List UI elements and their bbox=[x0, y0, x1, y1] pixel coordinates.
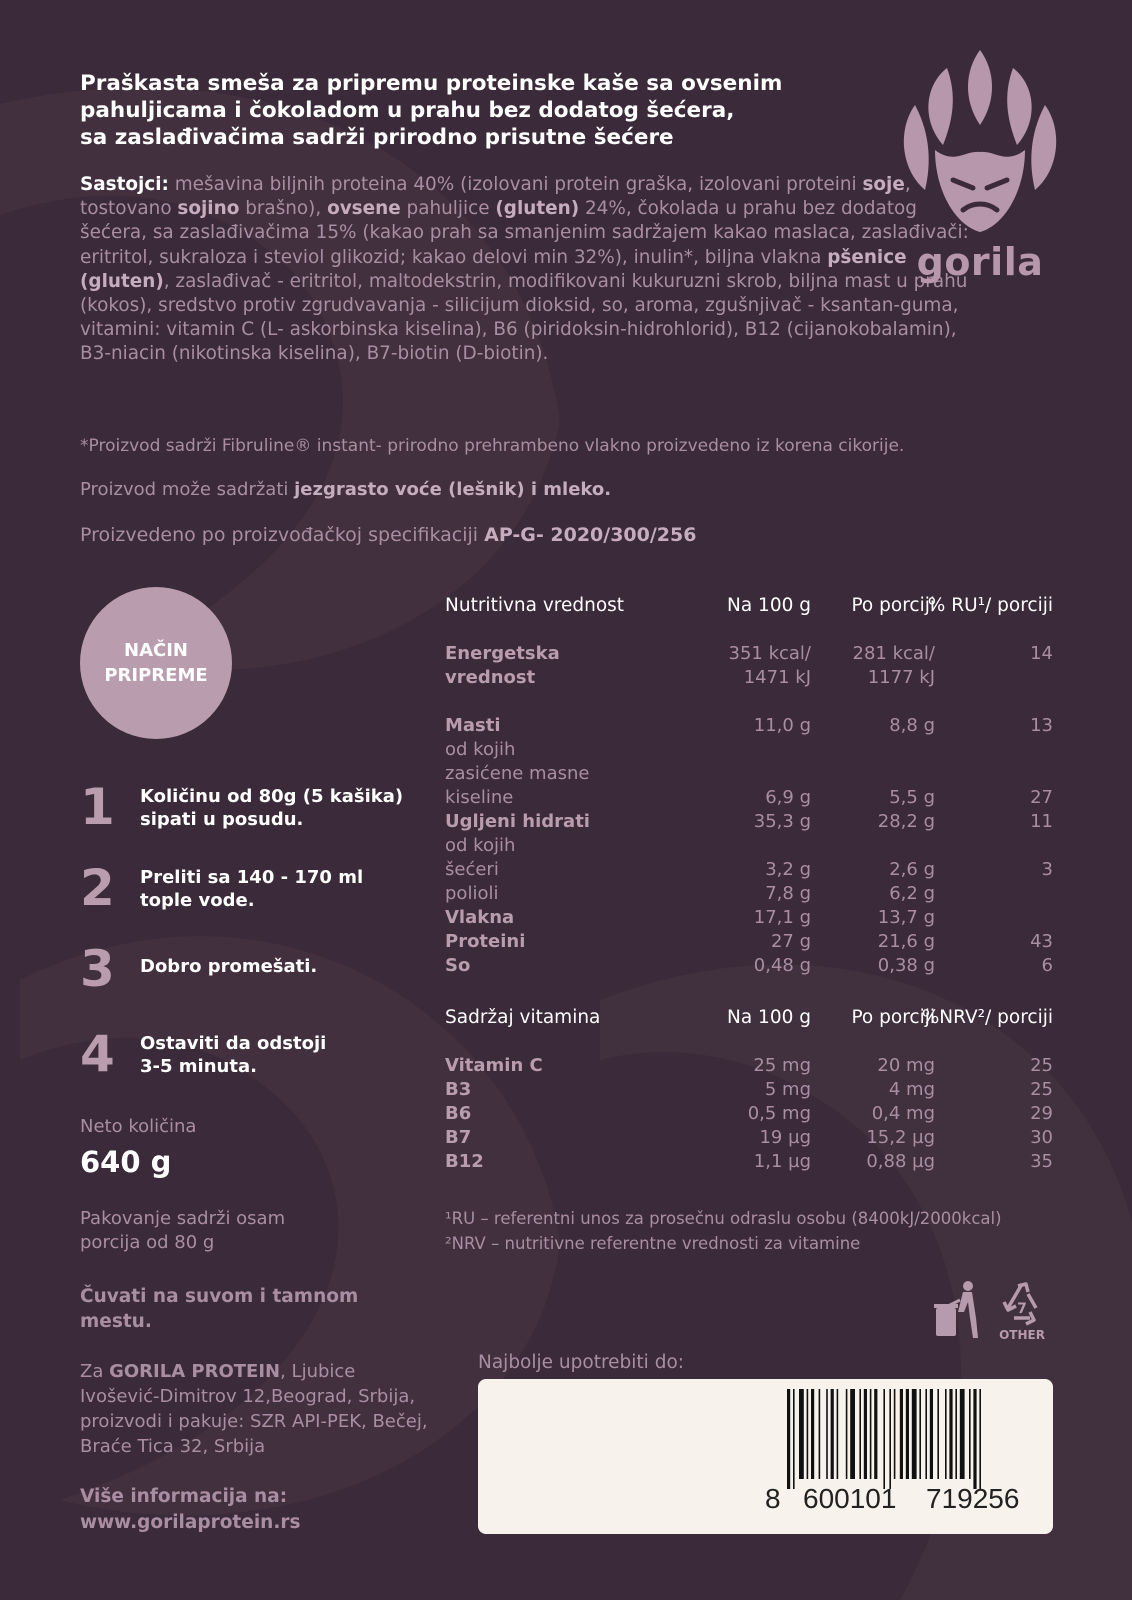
barcode-panel bbox=[478, 1379, 1053, 1534]
preparation-title-line: NAČIN bbox=[124, 640, 188, 661]
step-number: 1 bbox=[80, 778, 115, 836]
producer-brand: GORILA PROTEIN bbox=[109, 1361, 281, 1382]
specification-line bbox=[80, 524, 696, 546]
value-per-portion: 6,2 g bbox=[889, 883, 935, 904]
nutrition-row bbox=[445, 954, 1053, 978]
spec-code: AP-G- 2020/300/256 bbox=[484, 524, 697, 546]
value-per-portion: 15,2 µg bbox=[866, 1127, 935, 1148]
producer-line: Braće Tica 32, Srbija bbox=[80, 1436, 266, 1457]
nutrition-row bbox=[445, 930, 1053, 954]
barcode-bar bbox=[819, 1389, 821, 1479]
nutrition-row bbox=[445, 834, 1053, 858]
more-info-label: Više informacija na: bbox=[80, 1486, 288, 1507]
net-quantity-label: Neto količina bbox=[80, 1116, 197, 1137]
value-per-portion: 2,6 g bbox=[889, 859, 935, 880]
barcode-bar bbox=[826, 1389, 828, 1479]
vitamin-name: B7 bbox=[445, 1127, 472, 1148]
nutrition-row bbox=[445, 642, 1053, 666]
producer-prefix: Za bbox=[80, 1361, 110, 1382]
header-cell: %NRV²/ porciji bbox=[921, 1007, 1053, 1028]
nrv-percent: 30 bbox=[1030, 1127, 1053, 1148]
headline-line: sa zaslađivačima sadrži prirodno prisutne šećere bbox=[80, 125, 674, 150]
preparation-step bbox=[80, 939, 410, 999]
value-per-portion: 281 kcal/ bbox=[852, 643, 935, 664]
ru-percent: 6 bbox=[1041, 955, 1053, 976]
nutrition-row bbox=[445, 858, 1053, 882]
allergen-oats: ovsene bbox=[327, 198, 401, 220]
barcode-bar bbox=[799, 1389, 804, 1479]
value-per-100g: 5 mg bbox=[764, 1079, 811, 1100]
step-number: 3 bbox=[80, 940, 115, 998]
barcode-bar bbox=[837, 1389, 839, 1479]
nutrient-name: vrednost bbox=[445, 667, 536, 688]
value-per-100g: 351 kcal/ bbox=[728, 643, 811, 664]
barcode-bar bbox=[973, 1389, 976, 1489]
barcode-bar bbox=[912, 1389, 917, 1479]
allergen-soy: soje bbox=[862, 174, 905, 195]
header-cell: Sadržaj vitamina bbox=[445, 1007, 601, 1028]
value-per-100g: 1,1 µg bbox=[753, 1151, 811, 1172]
producer-info bbox=[80, 1359, 450, 1459]
barcode-bar bbox=[979, 1389, 981, 1489]
vitamin-name: Vitamin C bbox=[445, 1055, 543, 1076]
barcode-bar bbox=[807, 1389, 809, 1479]
step-text bbox=[140, 955, 430, 978]
brand-logo-text: gorila bbox=[916, 240, 1044, 284]
barcode-bar bbox=[883, 1389, 885, 1489]
nutrient-name: kiseline bbox=[445, 787, 514, 808]
ru-percent: 3 bbox=[1041, 859, 1053, 880]
barcode-digits-left: 600101 bbox=[803, 1483, 897, 1514]
nutrition-row bbox=[445, 906, 1053, 930]
may-contain-note bbox=[80, 479, 611, 500]
barcode-bar bbox=[949, 1389, 952, 1479]
ingredients-text: , zaslađivač - eritritol, maltodekstrin, modifikovani kukuruzni skrob, biljna mast u prahu (kokos), sredstvo protiv zgrudvavanja - silicijum dioksid, so, aroma, zgušnjivač - ksantan-guma, vitamini: vitamin C (L- askorbinska kiselina), B6 (piridoksin-hidrohlorid), B12 (cijanokobalamin), B3-niacin (nikotinska kiselina), B7-biotin (D-biotin). bbox=[80, 270, 968, 365]
producer-line: Ivošević-Dimitrov 12,Beograd, Srbija, bbox=[80, 1386, 416, 1407]
nutrition-row bbox=[445, 810, 1053, 834]
ru-percent: 13 bbox=[1030, 715, 1053, 736]
barcode-digits-right: 719256 bbox=[926, 1483, 1020, 1514]
nutrient-name: Vlakna bbox=[445, 907, 515, 928]
nutrition-row bbox=[445, 666, 1053, 690]
value-per-portion: 5,5 g bbox=[889, 787, 935, 808]
preparation-step bbox=[80, 1024, 410, 1084]
step-text-line: sipati u posudu. bbox=[140, 809, 304, 830]
barcode-bar bbox=[831, 1389, 834, 1479]
barcode-bar bbox=[960, 1389, 965, 1479]
value-per-100g: 11,0 g bbox=[753, 715, 811, 736]
recycle-label: OTHER bbox=[999, 1328, 1045, 1342]
barcode-bar bbox=[894, 1389, 896, 1479]
value-per-100g: 35,3 g bbox=[753, 811, 811, 832]
barcode-bar bbox=[793, 1389, 795, 1489]
nutrient-name: Energetska bbox=[445, 643, 560, 664]
barcode-bars bbox=[783, 1389, 1043, 1489]
step-text bbox=[140, 866, 430, 912]
barcode-bar bbox=[969, 1389, 971, 1479]
step-text-line: Dobro promešati. bbox=[140, 956, 318, 977]
package-info bbox=[80, 1207, 380, 1255]
barcode-bar bbox=[937, 1389, 939, 1479]
step-text-line: Ostaviti da odstoji bbox=[140, 1033, 327, 1054]
header-cell: Na 100 g bbox=[727, 595, 811, 616]
headline-line: pahuljicama i čokoladom u prahu bez dodatog šećera, bbox=[80, 98, 735, 123]
product-headline bbox=[80, 70, 860, 151]
preparation-step bbox=[80, 777, 410, 837]
barcode-bar bbox=[889, 1389, 891, 1489]
nrv-percent: 35 bbox=[1030, 1151, 1053, 1172]
nutrient-name: od kojih bbox=[445, 835, 516, 856]
nutrition-row bbox=[445, 714, 1053, 738]
value-per-100g: 17,1 g bbox=[753, 907, 811, 928]
tidy-man-icon bbox=[934, 1281, 978, 1338]
nutrient-name: So bbox=[445, 955, 471, 976]
value-per-100g: 0,48 g bbox=[753, 955, 811, 976]
barcode-bar bbox=[955, 1389, 957, 1479]
recycling-icons bbox=[930, 1278, 1060, 1342]
barcode-bar bbox=[874, 1389, 877, 1479]
headline-line: Praškasta smeša za pripremu proteinske kaše sa ovsenim bbox=[80, 71, 783, 96]
vitamin-name: B3 bbox=[445, 1079, 472, 1100]
ingredients-text: mešavina biljnih proteina 40% (izolovani protein graška, izolovani proteini bbox=[168, 174, 863, 195]
step-text bbox=[140, 785, 430, 831]
allergen-gluten: (gluten) bbox=[495, 198, 580, 220]
barcode-bar bbox=[850, 1389, 855, 1479]
ru-percent: 27 bbox=[1030, 787, 1053, 808]
nutrient-name: šećeri bbox=[445, 859, 499, 880]
barcode-bar bbox=[864, 1389, 867, 1479]
value-per-100g: 7,8 g bbox=[765, 883, 811, 904]
value-per-100g: 19 µg bbox=[759, 1127, 811, 1148]
value-per-100g: 0,5 mg bbox=[747, 1103, 811, 1124]
header-cell: Na 100 g bbox=[727, 1007, 811, 1028]
value-per-portion: 0,4 mg bbox=[871, 1103, 935, 1124]
vitamin-row bbox=[445, 1054, 1053, 1078]
package-info-line: Pakovanje sadrži osam bbox=[80, 1208, 286, 1229]
ingredients-text: pahuljice bbox=[400, 198, 496, 220]
storage-line: mestu. bbox=[80, 1311, 152, 1332]
value-per-portion: 20 mg bbox=[877, 1055, 935, 1076]
barcode-bar bbox=[846, 1389, 848, 1479]
nutrient-name: Masti bbox=[445, 715, 501, 736]
barcode-bar bbox=[906, 1389, 909, 1479]
barcode-bar bbox=[870, 1389, 872, 1479]
may-contain-allergens: jezgrasto voće (lešnik) i mleko. bbox=[294, 479, 612, 500]
vitamin-row bbox=[445, 1102, 1053, 1126]
nutrient-name: Ugljeni hidrati bbox=[445, 811, 590, 832]
ingredients-text: , tostovano bbox=[80, 174, 911, 220]
storage-instructions bbox=[80, 1284, 390, 1334]
ingredients-text: 24%, čokolada u prahu bez dodatog šećera, sa zaslađivačima 15% (kakao prah sa smanjenim sadržajem kakao maslaca, zaslađivači: eritritol, sukraloza i steviol glikozid; kakao delovi min 32%), inulin*, biljna vlakna bbox=[80, 198, 969, 268]
footnote-nrv: ²NRV – nutritivne referentne vrednosti za vitamine bbox=[445, 1234, 861, 1253]
step-text-line: 3-5 minuta. bbox=[140, 1056, 257, 1077]
ingredients-label: Sastojci: bbox=[80, 174, 169, 195]
step-text bbox=[140, 1032, 430, 1078]
barcode-bar bbox=[787, 1389, 790, 1489]
preparation-title-line: PRIPREME bbox=[104, 665, 208, 686]
allergen-wheat: pšenice (gluten) bbox=[80, 246, 907, 292]
nrv-percent: 25 bbox=[1030, 1055, 1053, 1076]
nrv-percent: 29 bbox=[1030, 1103, 1053, 1124]
website-link[interactable]: www.gorilaprotein.rs bbox=[80, 1512, 301, 1533]
nutrition-row bbox=[445, 786, 1053, 810]
ingredients-text: brašno), bbox=[239, 198, 328, 220]
header-cell: % RU¹/ porciji bbox=[927, 595, 1053, 616]
step-text-line: Količinu od 80g (5 kašika) bbox=[140, 786, 404, 807]
value-per-portion: 0,88 µg bbox=[866, 1151, 935, 1172]
vitamin-row bbox=[445, 1078, 1053, 1102]
header-cell: Nutritivna vrednost bbox=[445, 595, 625, 616]
ru-percent: 11 bbox=[1030, 811, 1053, 832]
header-cell: Po porciji bbox=[851, 1007, 935, 1028]
value-per-100g: 25 mg bbox=[753, 1055, 811, 1076]
may-contain-text: Proizvod može sadržati bbox=[80, 479, 295, 500]
nutrition-header-row bbox=[445, 594, 1053, 618]
footnote-ru: ¹RU – referentni unos za prosečnu odraslu osobu (8400kJ/2000kcal) bbox=[445, 1209, 1002, 1228]
allergen-soy-flour: sojino bbox=[177, 198, 240, 220]
step-text-line: Preliti sa 140 - 170 ml bbox=[140, 867, 364, 888]
step-text-line: tople vode. bbox=[140, 890, 255, 911]
spec-text: Proizvedeno po proizvođačkoj specifikaciji bbox=[80, 524, 485, 546]
value-per-100g: 3,2 g bbox=[765, 859, 811, 880]
inulin-footnote: *Proizvod sadrži Fibruline® instant- prirodno prehrambeno vlakno proizvedeno iz korena cikorije. bbox=[80, 436, 905, 456]
value-per-portion: 8,8 g bbox=[889, 715, 935, 736]
value-per-portion: 28,2 g bbox=[877, 811, 935, 832]
preparation-badge bbox=[80, 587, 232, 739]
barcode-digit-first: 8 bbox=[765, 1483, 781, 1514]
ru-percent: 14 bbox=[1030, 643, 1053, 664]
value-per-100g: 27 g bbox=[770, 931, 811, 952]
header-cell: Po porciji bbox=[851, 595, 935, 616]
package-info-line: porcija od 80 g bbox=[80, 1232, 215, 1253]
value-per-portion: 0,38 g bbox=[877, 955, 935, 976]
barcode-bar bbox=[900, 1389, 903, 1479]
value-per-portion: 13,7 g bbox=[877, 907, 935, 928]
nutrient-name: polioli bbox=[445, 883, 499, 904]
nutrient-name: od kojih bbox=[445, 739, 516, 760]
nutrient-name: Proteini bbox=[445, 931, 526, 952]
value-per-portion: 4 mg bbox=[888, 1079, 935, 1100]
storage-line: Čuvati na suvom i tamnom bbox=[80, 1286, 359, 1307]
value-per-100g: 1471 kJ bbox=[743, 667, 811, 688]
step-number: 4 bbox=[80, 1025, 115, 1083]
nutrient-name: zasićene masne bbox=[445, 763, 590, 784]
more-info bbox=[80, 1484, 410, 1536]
recycle-number: 7 bbox=[1017, 1301, 1027, 1317]
nrv-percent: 25 bbox=[1030, 1079, 1053, 1100]
vitamin-row bbox=[445, 1126, 1053, 1150]
producer-line: proizvodi i pakuje: SZR API-PEK, Bečej, bbox=[80, 1411, 428, 1432]
value-per-100g: 6,9 g bbox=[765, 787, 811, 808]
value-per-portion: 1177 kJ bbox=[867, 667, 935, 688]
best-before-label: Najbolje upotrebiti do: bbox=[478, 1352, 684, 1373]
barcode-bar bbox=[919, 1389, 921, 1479]
vitamin-name: B12 bbox=[445, 1151, 484, 1172]
preparation-step bbox=[80, 858, 410, 918]
value-per-portion: 21,6 g bbox=[877, 931, 935, 952]
ingredients-paragraph bbox=[80, 173, 970, 367]
step-number: 2 bbox=[80, 859, 115, 917]
barcode-bar bbox=[930, 1389, 933, 1479]
producer-address-start: , Ljubice bbox=[280, 1361, 356, 1382]
vitamin-name: B6 bbox=[445, 1103, 472, 1124]
vitamin-row bbox=[445, 1150, 1053, 1174]
nutrition-row bbox=[445, 882, 1053, 906]
ru-percent: 43 bbox=[1030, 931, 1053, 952]
nutrition-row bbox=[445, 762, 1053, 786]
barcode-bar bbox=[925, 1389, 927, 1479]
vitamin-header-row bbox=[445, 1006, 1053, 1030]
barcode-bar bbox=[945, 1389, 947, 1479]
net-quantity-value: 640 g bbox=[80, 1145, 172, 1179]
barcode-bar bbox=[811, 1389, 814, 1479]
nutrition-row bbox=[445, 738, 1053, 762]
table-footnotes bbox=[445, 1206, 1065, 1256]
barcode-bar bbox=[859, 1389, 861, 1479]
producer-line bbox=[80, 1359, 450, 1384]
